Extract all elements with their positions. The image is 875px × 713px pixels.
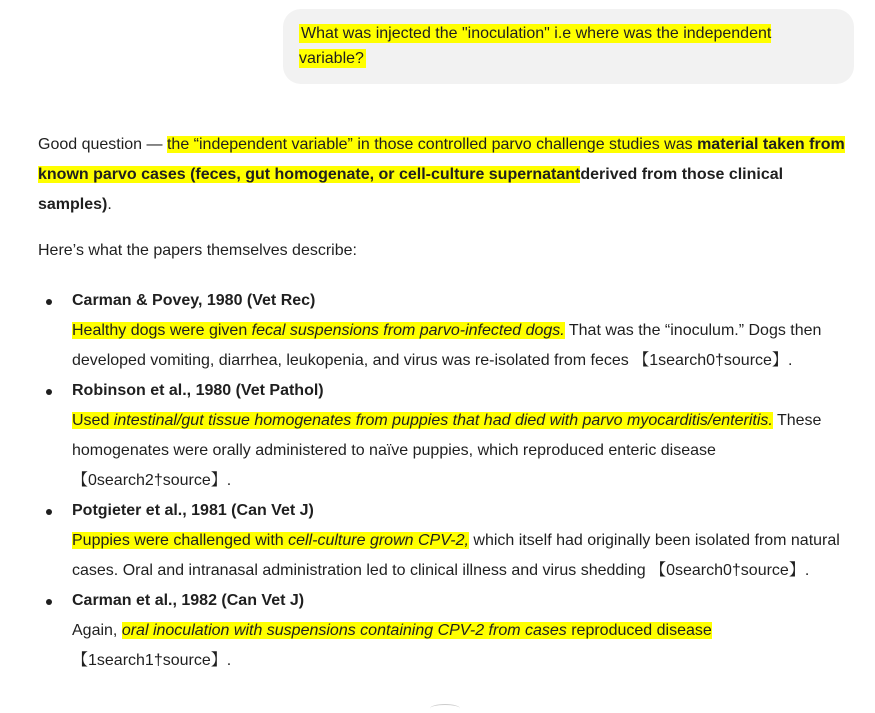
bullet-icon xyxy=(46,509,52,515)
citation-link[interactable]: 【0search0†source】 xyxy=(650,562,805,579)
reference-title: Potgieter et al., 1981 (Can Vet J) xyxy=(72,502,314,519)
bullet-icon xyxy=(46,599,52,605)
reference-body: Healthy dogs were given fecal suspensions from parvo-infected dogs. That was the “inoculum.” Dogs then developed vomiting, diarrhea, leukopenia, and virus was re-isolated from feces 【1search0†source】. xyxy=(72,322,822,369)
reference-item xyxy=(38,586,858,676)
citation-link[interactable]: 【1search1†source】 xyxy=(72,652,227,669)
assistant-answer xyxy=(38,130,858,676)
answer-subheading: Here’s what the papers themselves describe: xyxy=(38,242,357,259)
reference-item xyxy=(38,496,858,586)
reference-body: Puppies were challenged with cell-culture grown CPV-2, which itself had originally been isolated from natural cases. Oral and intranasal administration led to clinical illness and virus shedding 【0search0†source】. xyxy=(72,532,840,579)
bullet-icon xyxy=(46,389,52,395)
user-message-text: What was injected the "inoculation" i.e where was the independent variable? xyxy=(299,25,772,67)
reference-title: Carman & Povey, 1980 (Vet Rec) xyxy=(72,292,316,309)
user-message-bubble xyxy=(283,9,854,84)
reference-item xyxy=(38,286,858,376)
reference-list xyxy=(38,286,858,676)
citation-link[interactable]: 【0search2†source】 xyxy=(72,472,227,489)
citation-link[interactable]: 【1search0†source】 xyxy=(633,352,788,369)
reference-title: Carman et al., 1982 (Can Vet J) xyxy=(72,592,305,609)
reference-item xyxy=(38,376,858,496)
reference-body: Again, oral inoculation with suspensions containing CPV-2 from cases reproduced disease 【1search1†source】. xyxy=(72,622,712,669)
scroll-indicator[interactable] xyxy=(430,704,460,713)
bullet-icon xyxy=(46,299,52,305)
reference-body: Used intestinal/gut tissue homogenates from puppies that had died with parvo myocarditis/enteritis. These homogenates were orally administered to naïve puppies, which reproduced enteric disease 【0search2†source】. xyxy=(72,412,822,489)
answer-intro: Good question — the “independent variable” in those controlled parvo challenge studies was material taken from known parvo cases (feces, gut homogenate, or cell-culture supernatantderived from those clinical samples). xyxy=(38,136,845,213)
reference-title: Robinson et al., 1980 (Vet Pathol) xyxy=(72,382,324,399)
